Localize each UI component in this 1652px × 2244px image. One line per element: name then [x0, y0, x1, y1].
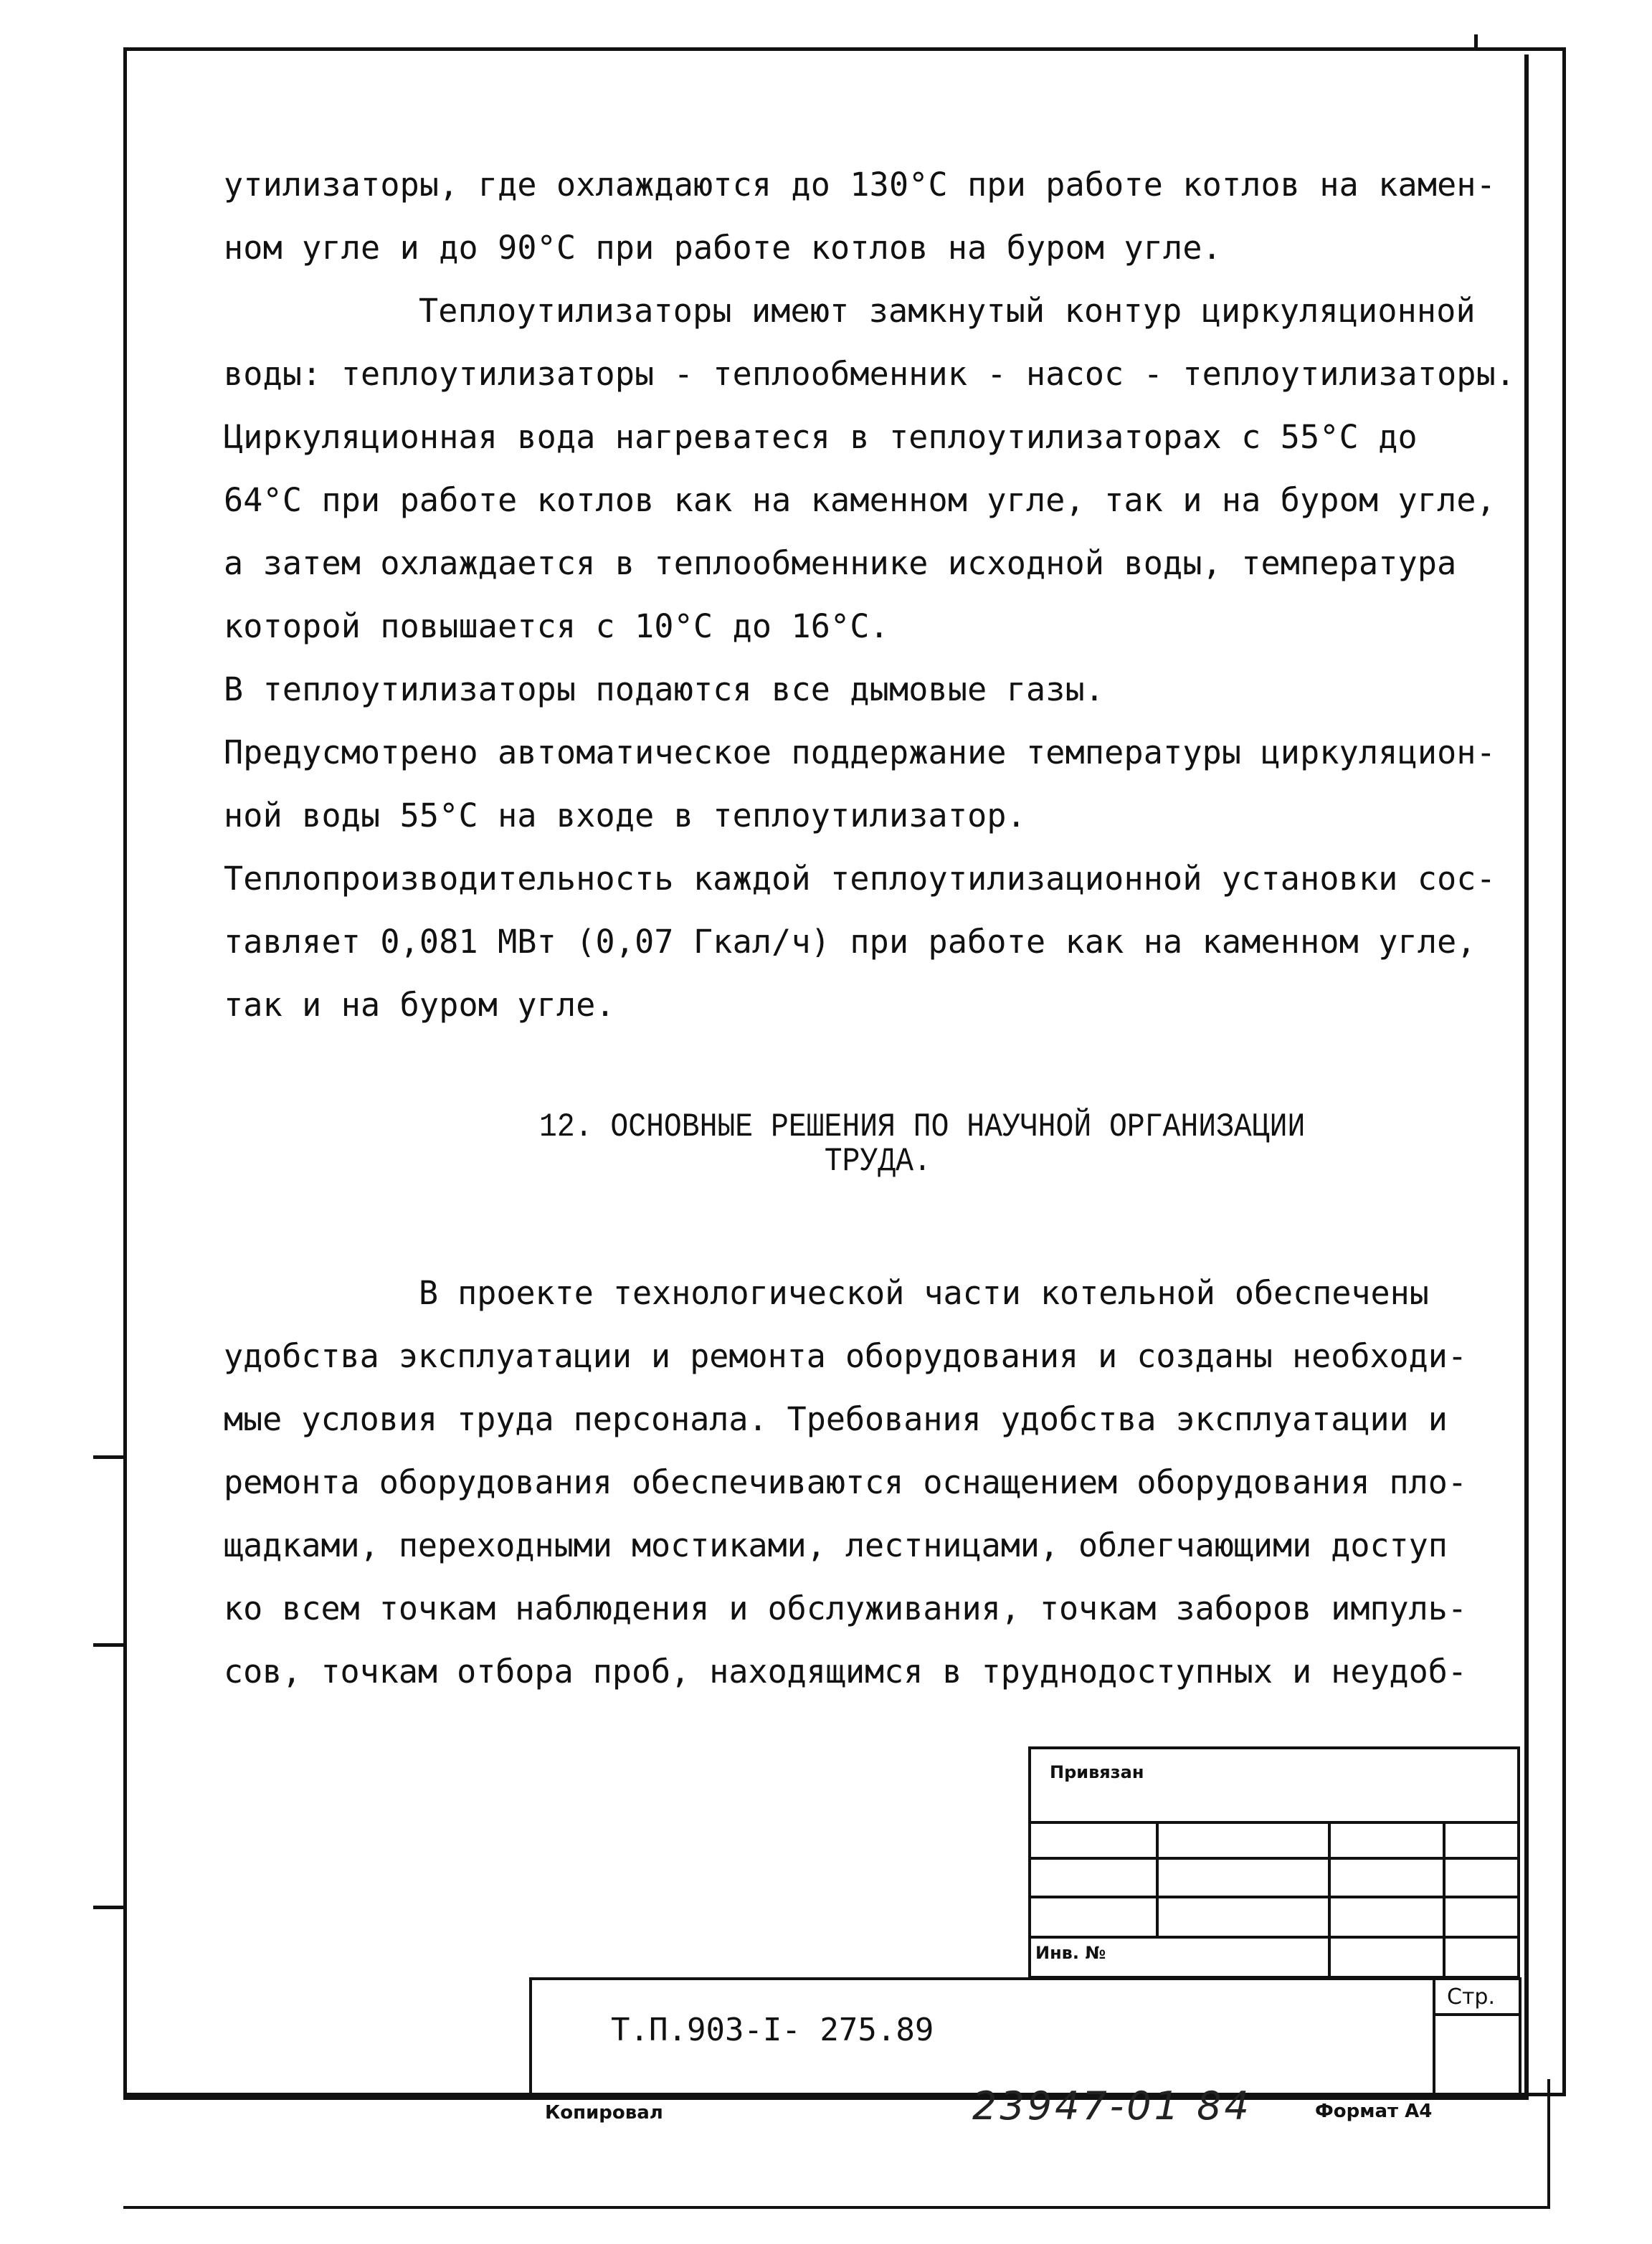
paragraph-line: ной воды 55°С на входе в теплоутилизатор. — [224, 797, 1026, 835]
paragraph-line: а затем охлаждается в теплообменнике исходной воды, температура — [224, 544, 1457, 582]
frame-left-tick — [93, 1643, 126, 1647]
title-block-rule — [1028, 1857, 1520, 1860]
paragraph-line: Предусмотрено автоматическое поддержание температуры циркуляцион- — [224, 733, 1496, 771]
title-block-divider — [1443, 1821, 1446, 1979]
body-text-top — [224, 153, 1522, 1037]
section-heading — [539, 1110, 1378, 1179]
frame-left-tick — [93, 1906, 126, 1909]
frame-corner-tick — [1474, 34, 1478, 50]
paragraph-line: тавляет 0,081 МВт (0,07 Гкал/ч) при работе как на каменном угле, — [224, 923, 1476, 961]
paragraph-line: воды: теплоутилизаторы - теплообменник - насос - теплоутилизаторы. — [224, 355, 1516, 393]
paragraph-line: сов, точкам отбора проб, находящимся в труднодоступных и неудоб- — [224, 1653, 1467, 1691]
paragraph-line: утилизаторы, где охлаждаются до 130°С при работе котлов на камен- — [224, 166, 1496, 204]
paragraph-line: Теплопроизводительность каждой теплоутилизационной установки сос- — [224, 860, 1496, 898]
paragraph-line: В проекте технологической части котельной обеспечены — [419, 1274, 1429, 1312]
document-code: Т.П.903-I- 275.89 — [611, 2012, 934, 2048]
page-label: Стр. — [1447, 1984, 1496, 2010]
section-heading-line1: 12. ОСНОВНЫЕ РЕШЕНИЯ ПО НАУЧНОЙ ОРГАНИЗАЦИИ — [539, 1108, 1306, 1146]
paragraph-line: так и на буром угле. — [224, 986, 615, 1024]
archive-number-stamp: 23947-01 84 — [972, 2083, 1252, 2129]
paragraph-line: мые условия труда персонала. Требования удобства эксплуатации и — [224, 1400, 1448, 1438]
paragraph-line: Циркуляционная вода нагреватеся в теплоутилизаторах с 55°С до — [224, 418, 1418, 456]
title-block-rule — [1028, 1936, 1520, 1939]
paragraph-line: ремонта оборудования обеспечиваются оснащением оборудования пло- — [224, 1463, 1467, 1501]
title-block-divider — [1328, 1821, 1331, 1979]
page-number-rule — [1433, 2013, 1522, 2016]
title-block-rule — [1028, 1896, 1520, 1898]
paragraph-line: ко всем точкам наблюдения и обслуживания, точкам заборов импуль- — [224, 1589, 1467, 1627]
kopiroval-label: Копировал — [545, 2102, 663, 2124]
title-block-rule — [1028, 1821, 1520, 1824]
section-heading-line2: ТРУДА. — [824, 1143, 931, 1180]
title-block-divider — [1156, 1821, 1159, 1936]
paragraph-line: удобства эксплуатации и ремонта оборудования и созданы необходи- — [224, 1337, 1467, 1375]
frame-bottom-line — [123, 2096, 1529, 2100]
frame-left-tick — [93, 1455, 126, 1459]
inv-no-label: Инв. № — [1035, 1943, 1106, 1963]
body-text-bottom — [224, 1262, 1522, 1703]
paragraph-line: 64°С при работе котлов как на каменном угле, так и на буром угле, — [224, 481, 1496, 519]
format-label: Формат А4 — [1315, 2101, 1433, 2122]
paragraph-line: щадками, переходными мостиками, лестницами, облегчающими доступ — [224, 1526, 1448, 1564]
privyazan-label: Привязан — [1050, 1762, 1144, 1782]
paragraph-line: Теплоутилизаторы имеют замкнутый контур циркуляционной — [419, 292, 1476, 330]
paragraph-line: ном угле и до 90°С при работе котлов на буром угле. — [224, 229, 1222, 267]
frame-binding-bar — [1524, 54, 1529, 2098]
page-bottom-line — [123, 2206, 1550, 2209]
page-right-line — [1547, 2079, 1550, 2208]
paragraph-line: В теплоутилизаторы подаются все дымовые газы. — [224, 670, 1105, 708]
paragraph-line: которой повышается с 10°С до 16°С. — [224, 607, 889, 645]
